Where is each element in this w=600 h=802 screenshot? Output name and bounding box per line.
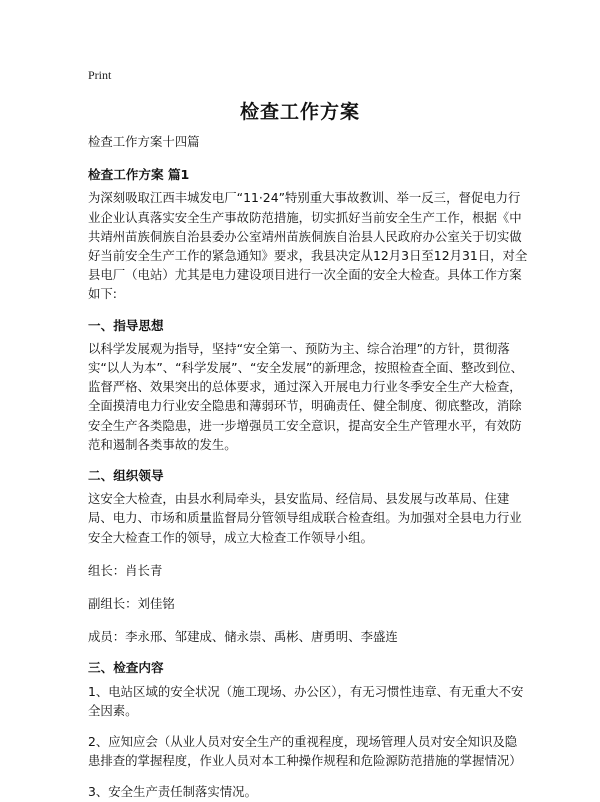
inspection-item-3: 3、安全生产责任制落实情况。	[88, 784, 257, 800]
intro-paragraph: 为深刻吸取江西丰城发电厂“11·24”特别重大事故教训、举一反三，督促电力行业企业认真落实安全生产事故防范措施，切实抓好当前安全生产工作，根据《中共靖州苗族侗族自治县委办公室靖州苗族侗族自治县人民政府办公室关于切实做好当前安全生产工作的紧急通知》要求，我县决定从12月3日至12月31日，对全县电厂（电站）尤其是电力建设项目进行一次全面的安全大检查。具体工作方案如下:	[88, 190, 528, 302]
team-leader: 组长：肖长青	[88, 562, 163, 578]
team-members: 成员：李永邢、邹建成、储永崇、禹彬、唐勇明、李盛连	[88, 629, 398, 645]
page-title: 检查工作方案	[239, 101, 360, 123]
section-text-guiding: 以科学发展观为指导，坚持“安全第一、预防为主、综合治理”的方针，贯彻落实“以人为本”、“科学发展”、“安全发展”的新理念，按照检查全面、整改到位、监督严格、效果突出的总体要求，通过深入开展电力行业冬季安全生产大检查，全面摸清电力行业安全隐患和薄弱环节，明确责任、健全制度、彻底整改，消除安全生产各类隐患，进一步增强员工安全意识，提高安全生产管理水平，有效防范和遏制各类事故的发生。	[88, 340, 524, 452]
section-heading-organization: 二、组织领导	[88, 468, 164, 484]
deputy-leader: 副组长：刘佳铭	[88, 596, 175, 612]
print-label[interactable]: Print	[88, 68, 112, 82]
section-heading-inspection: 三、检查内容	[88, 660, 164, 676]
document-subtitle: 检查工作方案十四篇	[88, 134, 200, 149]
section-text-organization: 这安全大检查，由县水利局牵头，县安监局、经信局、县发展与改革局、住建局、电力、市场和质量监督局分管领导组成联合检查组。为加强对全县电力行业安全大检查工作的领导，成立大检查工作领导小组。	[88, 491, 522, 545]
inspection-item-2: 2、应知应会（从业人员对安全生产的重视程度，现场管理人员对安全知识及隐患排查的掌握程度，作业人员对本工种操作规程和危险源防范措施的掌握情况）	[88, 734, 522, 769]
section-heading-guiding: 一、指导思想	[88, 317, 164, 333]
article-heading: 检查工作方案 篇1	[88, 167, 190, 183]
inspection-item-1: 1、电站区域的安全状况（施工现场、办公区），有无习惯性违章、有无重大不安全因素。	[88, 683, 524, 718]
document-body	[88, 132, 528, 802]
